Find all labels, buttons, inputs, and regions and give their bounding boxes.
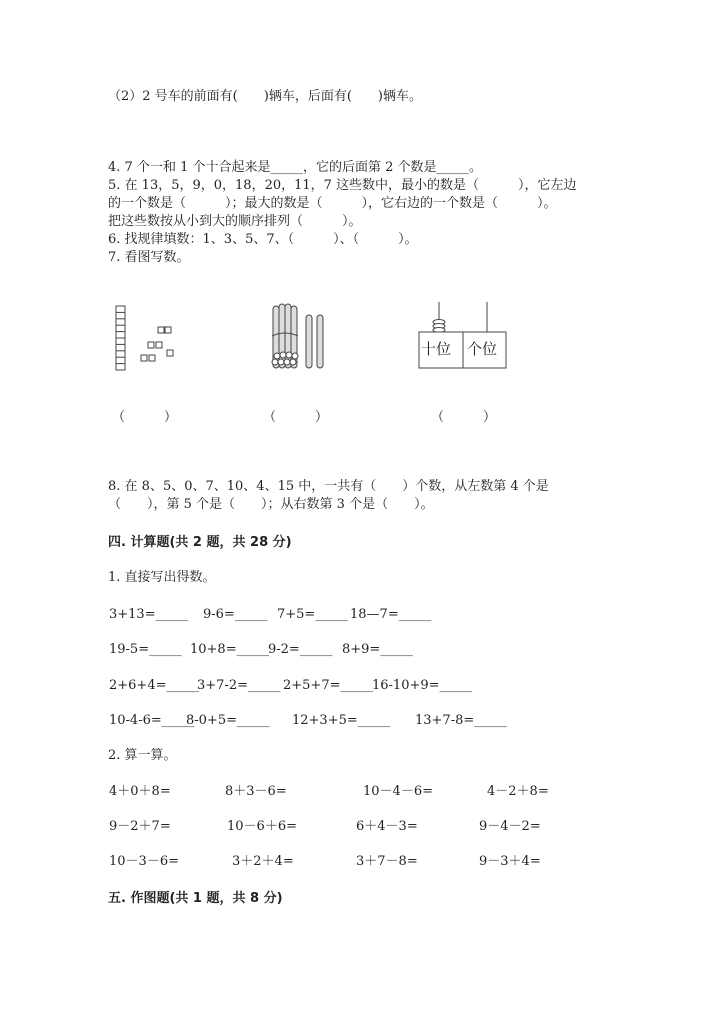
- question-4: 4. 7 个一和 1 个十合起来是_____，它的后面第 2 个数是_____。: [108, 160, 483, 175]
- answer-blank-1[interactable]: （ ）: [112, 410, 178, 425]
- calc2-item: 8＋3－6=: [225, 784, 287, 799]
- calc1-item: 3+13=_____: [109, 607, 189, 622]
- calc2-item: 9－3＋4=: [479, 854, 541, 869]
- calc2-item: 6＋4－3=: [356, 819, 418, 834]
- calc2-item: 10－4－6=: [363, 784, 433, 799]
- section-5-heading: 五. 作图题(共 1 题，共 8 分): [108, 891, 283, 906]
- abacus-ones-label: 个位: [467, 340, 498, 358]
- question-5-line-2: 的一个数是（ ）；最大的数是（ ），它右边的一个数是（ ）。: [108, 196, 557, 211]
- calc1-item: 9-6=_____: [203, 607, 268, 622]
- calc2-item: 3＋7－8=: [356, 854, 418, 869]
- calc1-item: 2+6+4=_____: [109, 678, 199, 693]
- calc1-item: 8+9=_____: [342, 642, 413, 657]
- calc2-item: 4＋0＋8=: [109, 784, 171, 799]
- question-5-line-3: 把这些数按从小到大的顺序排列（ ）。: [108, 214, 362, 229]
- calc1-item: 18—7=_____: [350, 607, 432, 622]
- question-8-line-1: 8. 在 8、5、0、7、10、4、15 中，一共有（ ）个数，从左数第 4 个是: [108, 479, 549, 494]
- question-7: 7. 看图写数。: [108, 250, 190, 265]
- abacus-tens-label: 十位: [421, 340, 452, 358]
- question-6: 6. 找规律填数：1、3、5、7、（ ）、（ ）。: [108, 232, 418, 247]
- calc2-item: 9－2＋7=: [109, 819, 171, 834]
- calc1-item: 2+5+7=_____: [283, 678, 373, 693]
- calc-2-title: 2. 算一算。: [108, 748, 177, 763]
- answer-blank-3[interactable]: （ ）: [431, 410, 497, 425]
- calc1-item: 19-5=_____: [109, 642, 182, 657]
- calc1-item: 7+5=_____: [277, 607, 348, 622]
- calc2-item: 4－2＋8=: [487, 784, 549, 799]
- calc1-item: 16-10+9=_____: [372, 678, 473, 693]
- calc1-item: 10-4-6=_____: [109, 713, 195, 728]
- abacus-figure: [415, 300, 510, 372]
- calc1-item: 12+3+5=_____: [292, 713, 391, 728]
- calc1-item: 3+7-2=_____: [197, 678, 281, 693]
- question-3-part-2: （2）2 号车的前面有( )辆车，后面有( )辆车。: [108, 89, 422, 104]
- section-4-heading: 四. 计算题(共 2 题，共 28 分): [108, 535, 292, 550]
- calc2-item: 10－6＋6=: [227, 819, 297, 834]
- calc2-item: 10－3－6=: [109, 854, 179, 869]
- stick-bundle-figure: [268, 300, 328, 375]
- question-5-line-1: 5. 在 13，5，9，0，18，20，11，7 这些数中，最小的数是（ ），它左边: [108, 178, 577, 193]
- calc2-item: 3＋2＋4=: [232, 854, 294, 869]
- calc1-item: 13+7-8=_____: [415, 713, 507, 728]
- calc1-item: 10+8=_____: [190, 642, 270, 657]
- calc2-item: 9－4－2=: [479, 819, 541, 834]
- calc-1-title: 1. 直接写出得数。: [108, 570, 216, 585]
- ten-rod-cubes-figure: [110, 300, 180, 375]
- calc1-item: 9-2=_____: [268, 642, 333, 657]
- calc1-item: 8-0+5=_____: [186, 713, 270, 728]
- question-8-line-2: （ ），第 5 个是（ ）；从右数第 3 个是（ ）。: [108, 497, 434, 512]
- answer-blank-2[interactable]: （ ）: [263, 410, 329, 425]
- abacus-rods: [415, 300, 510, 372]
